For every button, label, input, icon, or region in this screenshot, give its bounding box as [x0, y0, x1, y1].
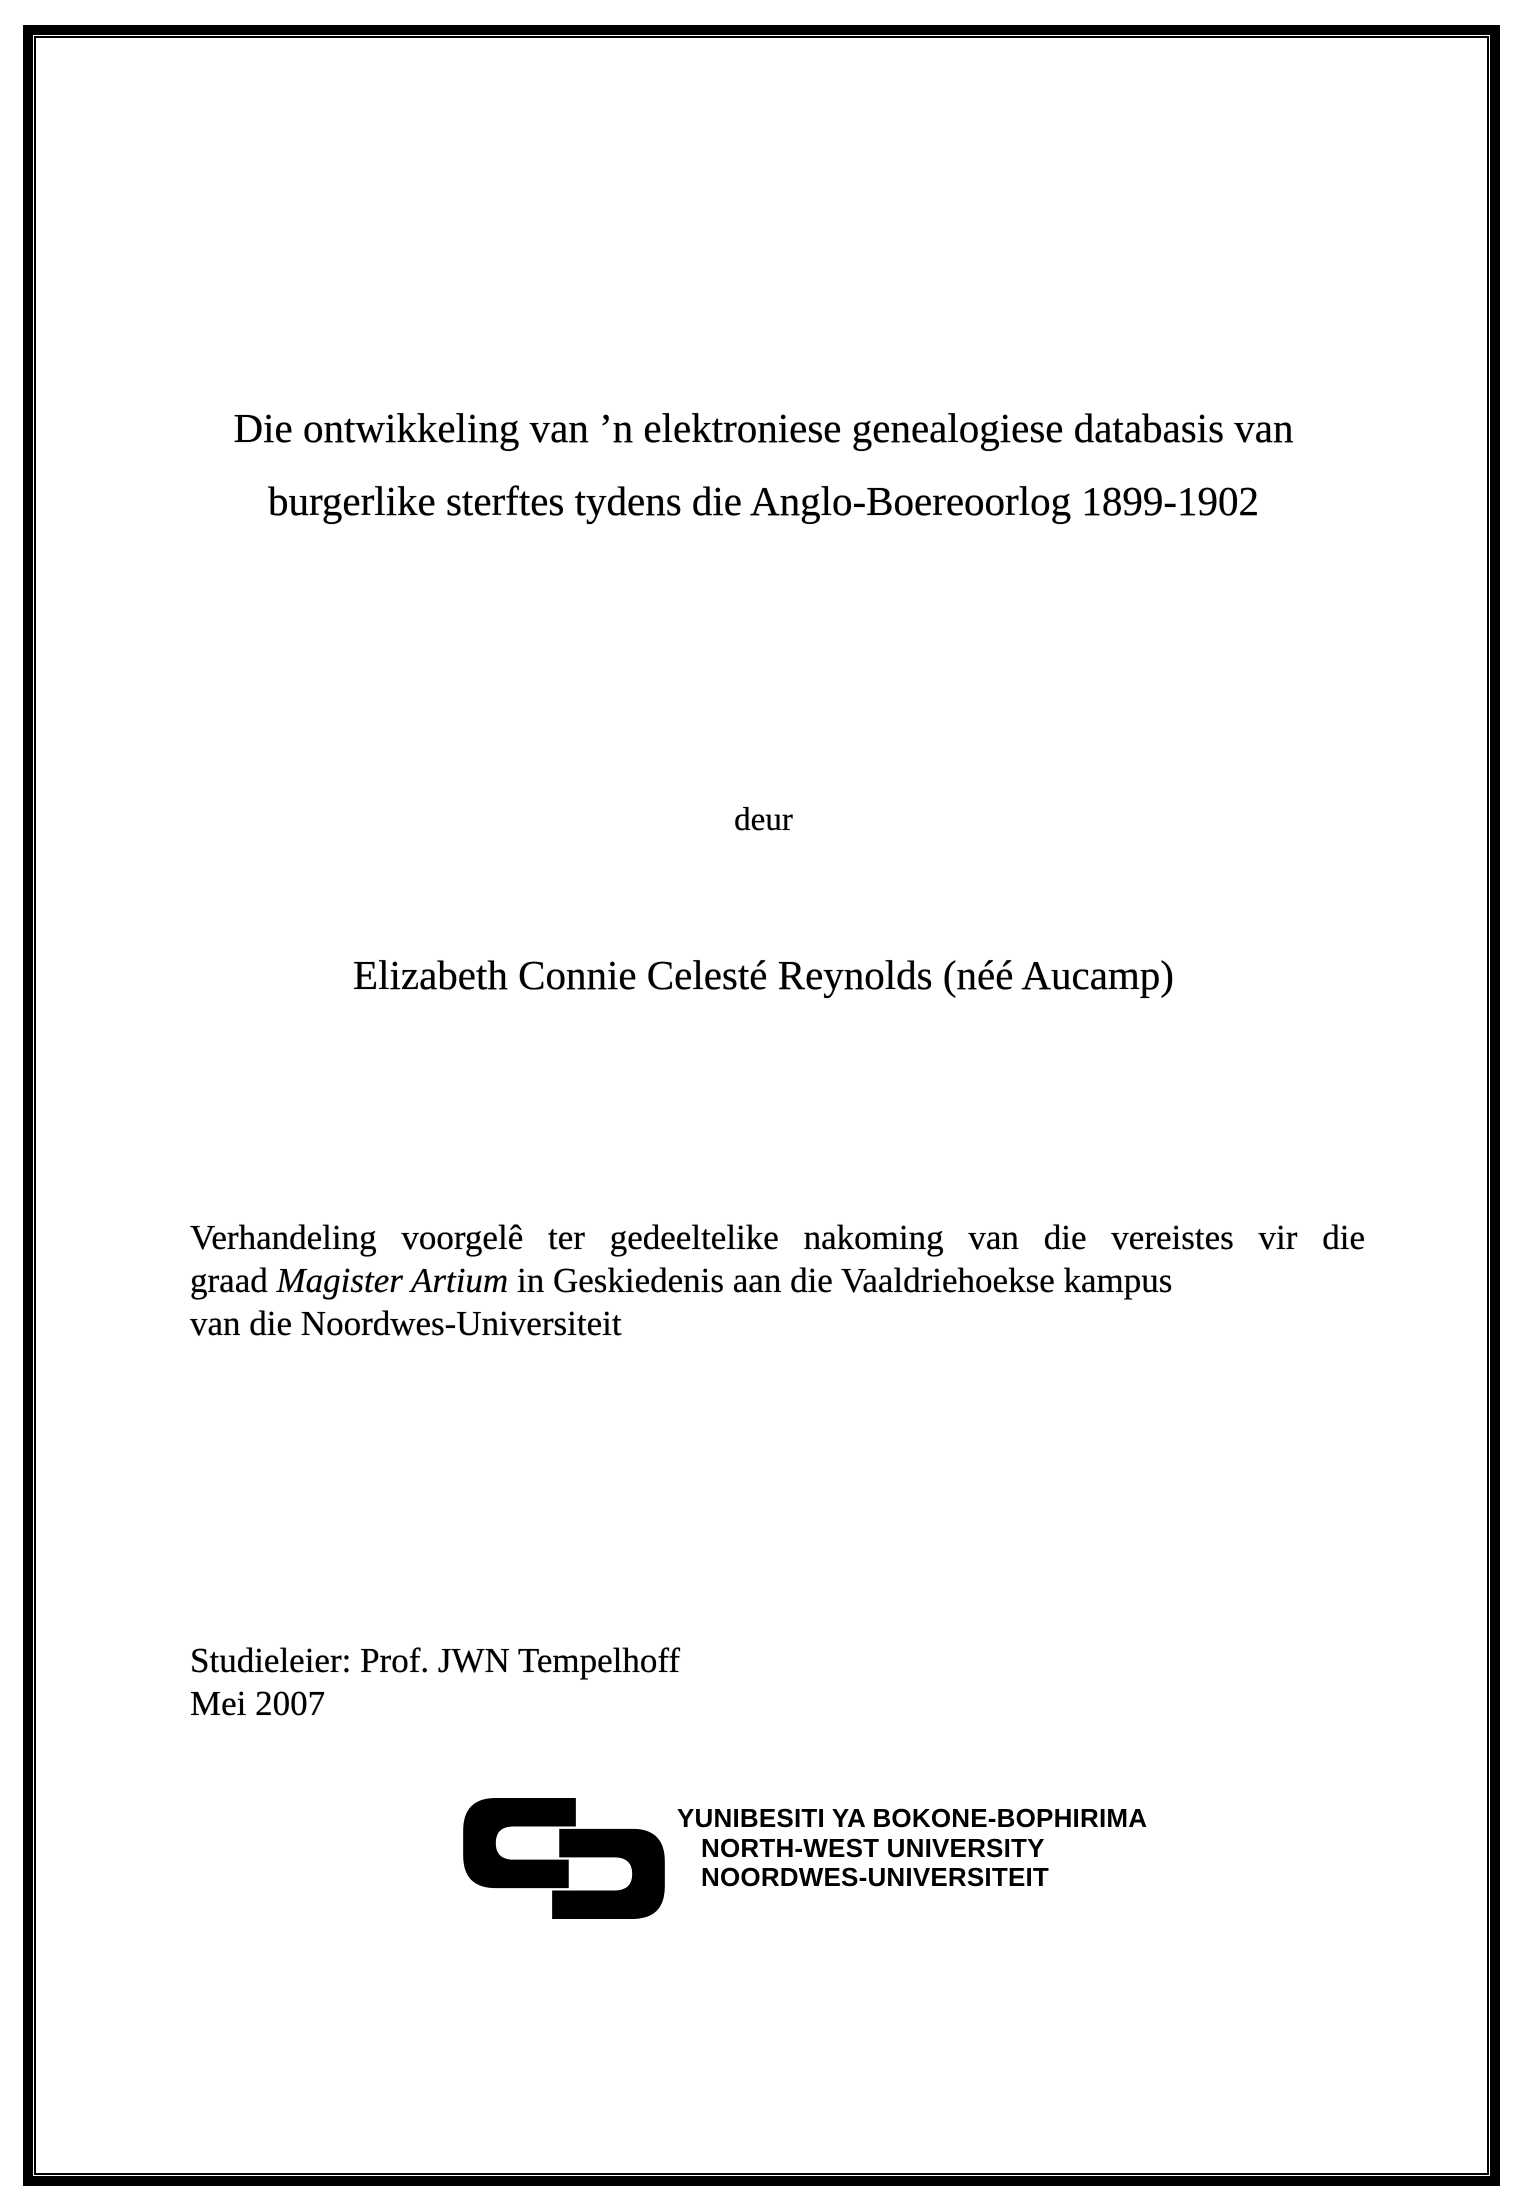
date-line: Mei 2007 — [190, 1684, 326, 1723]
thesis-title — [0, 392, 1527, 538]
byline-label: deur — [734, 802, 793, 838]
supervisor-line: Studieleier: Prof. JWN Tempelhoff — [190, 1641, 681, 1680]
supervisor-block — [190, 1639, 680, 1725]
logo-text-line-2: NORTH-WEST UNIVERSITY — [701, 1832, 1045, 1863]
degree-statement-line-2-prefix: graad — [190, 1261, 277, 1300]
degree-statement — [190, 1216, 1365, 1345]
university-logo-text — [677, 1804, 1147, 1893]
logo-text-line-3: NOORDWES-UNIVERSITEIT — [701, 1862, 1049, 1892]
university-logo — [463, 1798, 1147, 1919]
degree-name: Magister Artium — [276, 1261, 509, 1300]
author-name: Elizabeth Connie Celesté Reynolds (néé Aucamp) — [353, 952, 1174, 998]
logo-text-line-1: YUNIBESITI YA BOKONE-BOPHIRIMA — [677, 1803, 1148, 1833]
degree-statement-line-1: Verhandeling voorgelê ter gedeeltelike nakoming van die vereistes vir die — [190, 1218, 1365, 1257]
thesis-title-line-1: Die ontwikkeling van ’n elektroniese genealogiese databasis van — [233, 405, 1294, 451]
degree-statement-line-2-suffix: in Geskiedenis aan die Vaaldriehoekse kampus — [508, 1261, 1173, 1300]
thesis-title-line-2: burgerlike sterftes tydens die Anglo-Boereoorlog 1899-1902 — [267, 478, 1259, 524]
degree-statement-line-2 — [190, 1259, 1365, 1302]
degree-statement-line-3: van die Noordwes-Universiteit — [190, 1304, 622, 1343]
nwu-logo-icon — [463, 1798, 665, 1919]
